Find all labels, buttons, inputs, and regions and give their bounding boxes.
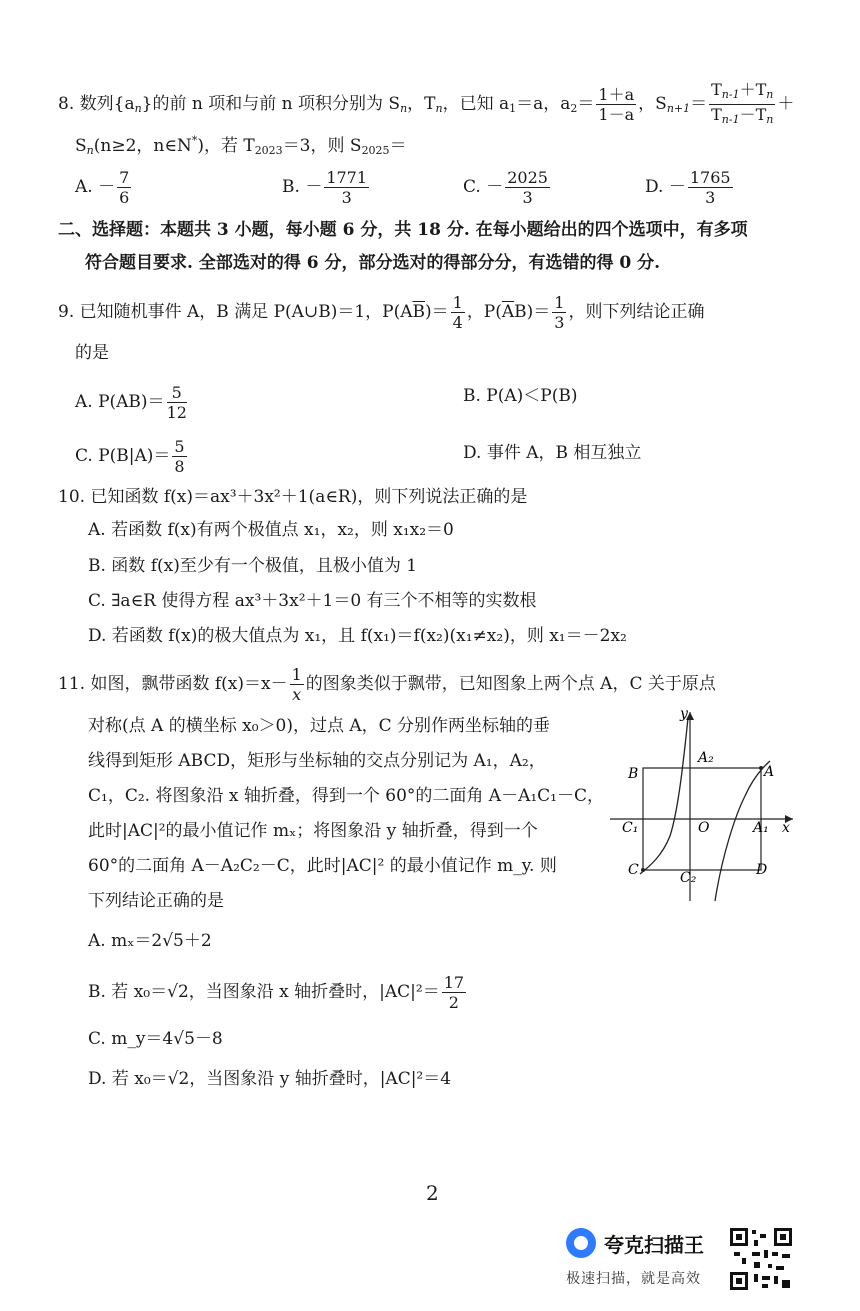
q8-line1: 8. 数列$\{a_n\}$的前 n 项和与前 n 项积分别为 $S_n$，$T_n$，已知 $a_1=a$，$a_2=$ $\frac{1+a}{1-a}$ ，$S_{n+1}=$ $\frac{T_{n-1}+T_n}{T_{n-1}-T_n}$ ＋ (58, 80, 794, 129)
section2-instructions-line2: 符合题目要求. 全部选对的得 6 分，部分选对的得部分分，有选错的得 0 分. (85, 253, 661, 273)
q11-line1: 11. 如图，飘带函数 f(x)＝x－ $\frac{1}{x}$ 的图象类似于飘带，已知图象上两个点 A，C 关于原点 (58, 665, 716, 704)
q11-line2: 对称(点 A 的横坐标 x₀＞0)，过点 A，C 分别作两坐标轴的垂 (88, 716, 551, 736)
fig-label-y: y (680, 706, 688, 722)
q11-line3: 线得到矩形 ABCD，矩形与坐标轴的交点分别记为 A₁，A₂， (88, 751, 546, 771)
q10-option-c: C. ∃a∈R 使得方程 ax³＋3x²＋1＝0 有三个不相等的实数根 (88, 591, 537, 611)
q11-option-b: B. 若 x₀＝√2，当图象沿 x 轴折叠时，|AC|²＝ $\frac{17}{2}$ (88, 973, 465, 1012)
q10-line1: 10. 已知函数 f(x)＝ax³＋3x²＋1(a∈R)，则下列说法正确的是 (58, 487, 528, 507)
fig-label-O: O (698, 820, 710, 836)
fig-label-A2: A₂ (698, 750, 714, 766)
q11-line7: 下列结论正确的是 (88, 891, 224, 911)
q11-line6: 60°的二面角 A－A₂C₂－C，此时|AC|² 的最小值记作 m_y. 则 (88, 856, 557, 876)
fig-label-A: A (764, 764, 775, 780)
scanner-slogan: 极速扫描，就是高效 (566, 1271, 701, 1287)
q11-line5: 此时|AC|²的最小值记作 mₓ；将图象沿 y 轴折叠，得到一个 (88, 821, 538, 841)
q11-option-c: C. m_y＝4√5－8 (88, 1029, 223, 1049)
fig-label-C2: C₂ (680, 870, 697, 886)
q10-option-a: A. 若函数 f(x)有两个极值点 x₁，x₂，则 x₁x₂＝0 (88, 520, 454, 540)
q10-option-d: D. 若函数 f(x)的极大值点为 x₁，且 f(x₁)＝f(x₂)(x₁≠x₂)，则 x₁＝－2x₂ (88, 626, 627, 646)
scanner-app-name: 夸克扫描王 (604, 1232, 704, 1257)
q8-option-d: D. － $\frac{1765}{3}$ (645, 168, 731, 207)
q11-option-a: A. mₓ＝2√5＋2 (88, 931, 212, 951)
fig-label-C1: C₁ (622, 820, 639, 836)
q8-line2: $S_n(n\ge 2$，n∈N*)，若 $T_{2023}=3$，则 $S_{2025}=$ (75, 134, 407, 157)
section2-instructions-line1: 二、选择题：本题共 3 小题，每小题 6 分，共 18 分. 在每小题给出的四个选项中，有多项 (58, 220, 748, 240)
q11-line4: C₁，C₂. 将图象沿 x 轴折叠，得到一个 60°的二面角 A－A₁C₁－C， (88, 786, 604, 806)
fig-label-D: D (756, 862, 768, 878)
page-number: 2 (426, 1181, 439, 1205)
q9-option-d: D. 事件 A，B 相互独立 (463, 443, 642, 463)
q8-frac-a2: $\frac{1+a}{1-a}$ (598, 85, 635, 124)
q10-option-b: B. 函数 f(x)至少有一个极值，且极小值为 1 (88, 556, 418, 576)
q8-option-c: C. － $\frac{2025}{3}$ (463, 168, 548, 207)
q9-line1: 9. 已知随机事件 A，B 满足 P(A∪B)＝1，$P(A\overline{B})=$ $\frac{1}{4}$ ，$P(\overline{A}B)=$ $\frac{1}{3}$ ，则下列结论正确 (58, 293, 705, 332)
q9-option-a: A. P(AB)＝ $\frac{5}{12}$ (75, 383, 187, 422)
quark-logo-icon (566, 1228, 596, 1258)
fig-label-A1: A₁ (753, 820, 769, 836)
qr-code-icon (728, 1226, 794, 1292)
q9-line2: 的是 (75, 343, 109, 363)
q9-option-c: C. P(B|A)＝ $\frac{5}{8}$ (75, 437, 185, 476)
q8-option-b: B. － $\frac{1771}{3}$ (282, 168, 368, 207)
q11-option-d: D. 若 x₀＝√2，当图象沿 y 轴折叠时，|AC|²＝4 (88, 1069, 452, 1089)
fig-label-C: C (628, 862, 639, 878)
fig-label-x: x (782, 820, 790, 836)
q8-frac-sn: $\frac{T_{n-1}+T_n}{T_{n-1}-T_n}$ (711, 80, 774, 126)
q11-figure (610, 706, 800, 906)
fig-label-B: B (628, 766, 639, 782)
q8-option-a: A. － $\frac{7}{6}$ (75, 168, 130, 207)
scanner-logo (566, 1228, 704, 1258)
q9-option-b: B. P(A)＜P(B) (463, 386, 578, 406)
